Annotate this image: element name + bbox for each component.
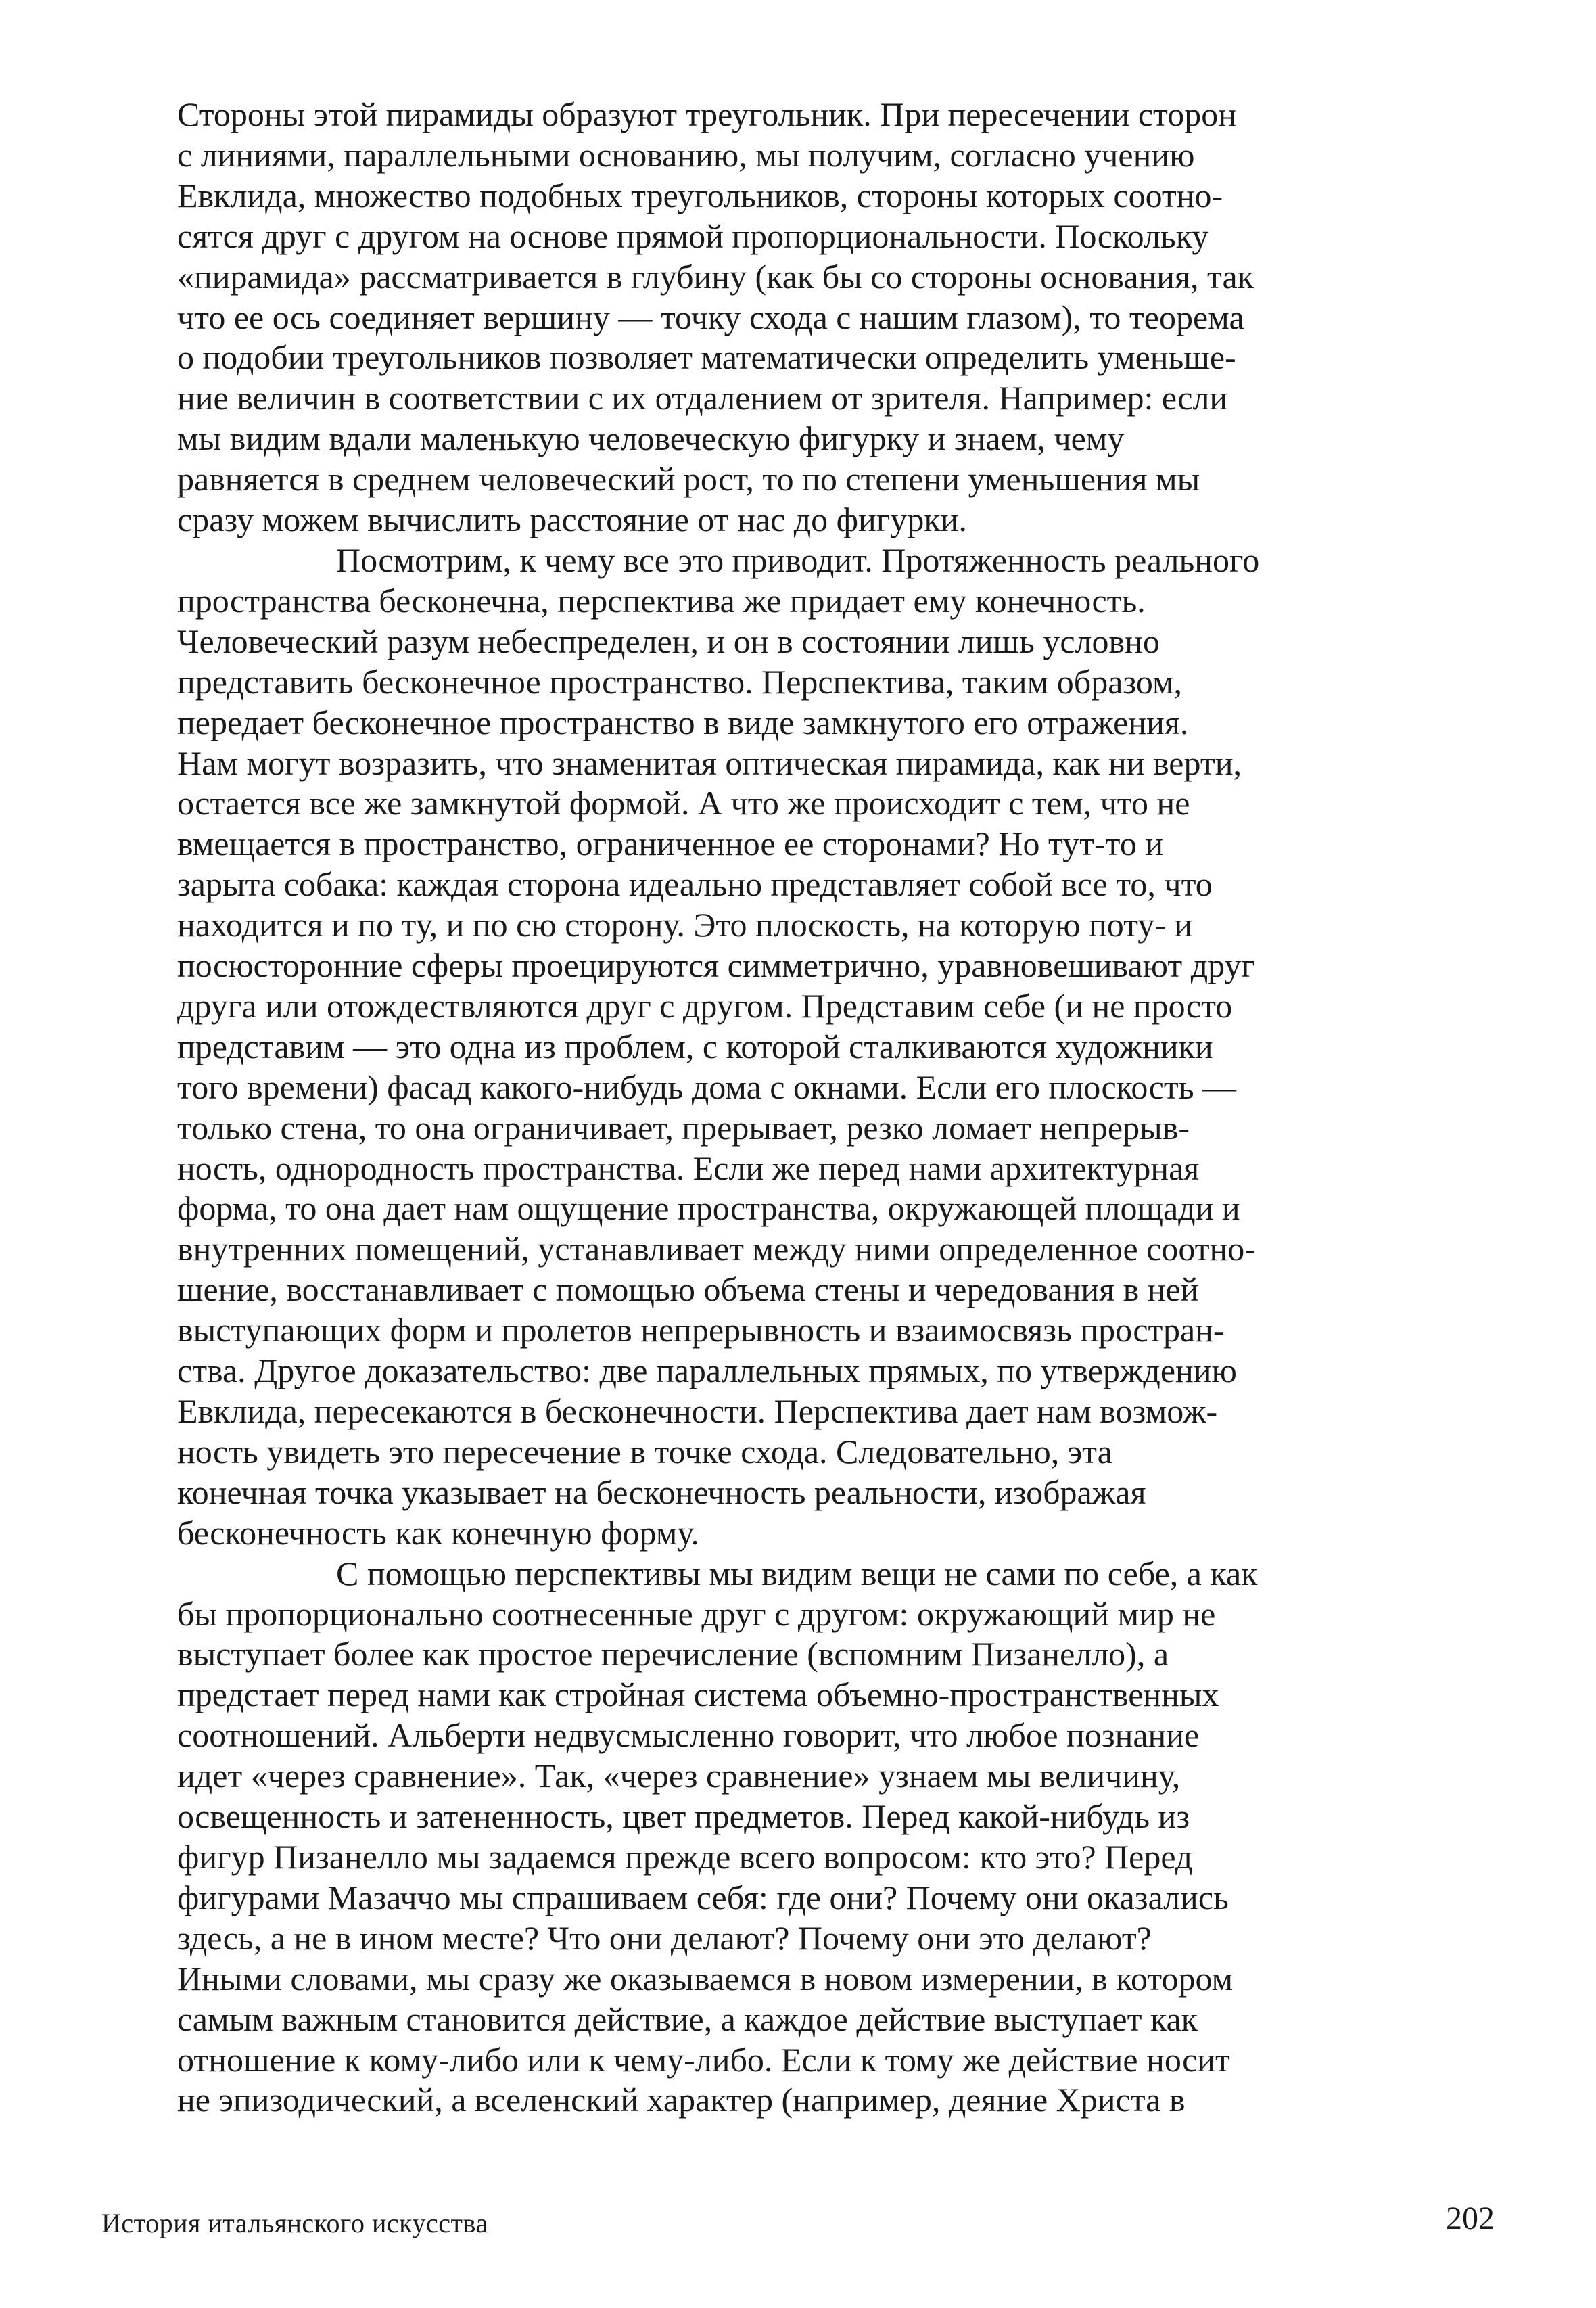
- text-line: посюсторонние сферы проецируются симметрично, уравновешивают друг: [177, 946, 1255, 985]
- text-line: передает бесконечное пространство в виде замкнутого его отражения.: [177, 703, 1189, 741]
- text-line: ства. Другое доказательство: две параллельных прямых, по утверждению: [177, 1352, 1237, 1390]
- text-line: зарыта собака: каждая сторона идеально представляет собой все то, что: [177, 865, 1213, 904]
- text-line: выступает более как простое перечисление (вспомним Пизанелло), а: [177, 1635, 1169, 1674]
- text-line: Нам могут возразить, что знаменитая оптическая пирамида, как ни верти,: [177, 743, 1242, 782]
- text-line: представить бесконечное пространство. Перспектива, таким образом,: [177, 662, 1183, 701]
- text-line: вмещается в пространство, ограниченное ее сторонами? Но тут-то и: [177, 825, 1164, 863]
- running-footer-title: История итальянского искусства: [101, 2208, 488, 2238]
- text-line: равняется в среднем человеческий рост, то по степени уменьшения мы: [177, 460, 1200, 499]
- text-line: сятся друг с другом на основе прямой пропорциональности. Поскольку: [177, 216, 1209, 255]
- text-line: Иными словами, мы сразу же оказываемся в новом измерении, в котором: [177, 1959, 1234, 1998]
- text-line: о подобии треугольников позволяет математически определить уменьше-: [177, 338, 1236, 377]
- text-line: бесконечность как конечную форму.: [177, 1513, 699, 1552]
- text-line: Стороны этой пирамиды образуют треугольник. При пересечении сторон: [177, 95, 1236, 133]
- text-line: того времени) фасад какого-нибудь дома с окнами. Если его плоскость —: [177, 1067, 1237, 1106]
- text-line: шение, восстанавливает с помощью объема стены и чередования в ней: [177, 1270, 1199, 1309]
- text-line: соотношений. Альберти недвусмысленно говорит, что любое познание: [177, 1716, 1200, 1755]
- text-line: друга или отождествляются друг с другом. Представим себе (и не просто: [177, 986, 1233, 1025]
- text-line: бы пропорционально соотнесенные друг с другом: окружающий мир не: [177, 1594, 1216, 1633]
- body-text: [177, 95, 1503, 2121]
- text-line: освещенность и затененность, цвет предметов. Перед какой-нибудь из: [177, 1797, 1190, 1836]
- text-line: Евклида, пересекаются в бесконечности. Перспектива дает нам возмож-: [177, 1392, 1218, 1430]
- text-line: что ее ось соединяет вершину — точку схода с нашим глазом), то теорема: [177, 298, 1244, 336]
- text-line: выступающих форм и пролетов непрерывность и взаимосвязь простран-: [177, 1311, 1225, 1349]
- text-line: Посмотрим, к чему все это приводит. Протяженность реального: [336, 540, 1260, 579]
- text-line: не эпизодический, а вселенский характер (например, деяние Христа в: [177, 2081, 1186, 2119]
- text-line: внутренних помещений, устанавливает между ними определенное соотно-: [177, 1230, 1256, 1268]
- page-number: 202: [1446, 2200, 1495, 2236]
- text-line: самым важным становится действие, а каждое действие выступает как: [177, 2000, 1198, 2038]
- text-line: здесь, а не в ином месте? Что они делают? Почему они это делают?: [177, 1918, 1152, 1957]
- text-line: предстает перед нами как стройная система объемно-пространственных: [177, 1676, 1219, 1714]
- text-line: форма, то она дает нам ощущение пространства, окружающей площади и: [177, 1189, 1240, 1228]
- text-line: конечная точка указывает на бесконечность реальности, изображая: [177, 1473, 1146, 1511]
- text-line: фигурами Мазаччо мы спрашиваем себя: где они? Почему они оказались: [177, 1878, 1229, 1916]
- text-line: пространства бесконечна, перспектива же придает ему конечность.: [177, 581, 1146, 620]
- text-line: сразу можем вычислить расстояние от нас до фигурки.: [177, 501, 967, 539]
- text-line: Человеческий разум небеспределен, и он в состоянии лишь условно: [177, 622, 1160, 660]
- text-line: мы видим вдали маленькую человеческую фигурку и знаем, чему: [177, 419, 1125, 458]
- text-line: ние величин в соответствии с их отдалением от зрителя. Например: если: [177, 379, 1228, 417]
- text-line: С помощью перспективы мы видим вещи не сами по себе, а как: [336, 1554, 1258, 1592]
- text-line: ность увидеть это пересечение в точке схода. Следовательно, эта: [177, 1432, 1112, 1471]
- text-line: находится и по ту, и по сю сторону. Это плоскость, на которую поту- и: [177, 906, 1193, 944]
- text-line: фигур Пизанелло мы задаемся прежде всего вопросом: кто это? Перед: [177, 1837, 1193, 1876]
- text-line: Евклида, множество подобных треугольников, стороны которых соотно-: [177, 176, 1223, 214]
- text-line: только стена, то она ограничивает, прерывает, резко ломает непрерыв-: [177, 1108, 1190, 1147]
- text-line: идет «через сравнение». Так, «через сравнение» узнаем мы величину,: [177, 1757, 1181, 1795]
- text-line: представим — это одна из проблем, с которой сталкиваются художники: [177, 1027, 1213, 1065]
- text-line: ность, однородность пространства. Если же перед нами архитектурная: [177, 1149, 1200, 1187]
- text-line: с линиями, параллельными основанию, мы получим, согласно учению: [177, 135, 1195, 174]
- text-line: остается все же замкнутой формой. А что же происходит с тем, что не: [177, 784, 1190, 823]
- text-line: отношение к кому-либо или к чему-либо. Если к тому же действие носит: [177, 2040, 1230, 2079]
- text-line: «пирамида» рассматривается в глубину (как бы со стороны основания, так: [177, 257, 1254, 296]
